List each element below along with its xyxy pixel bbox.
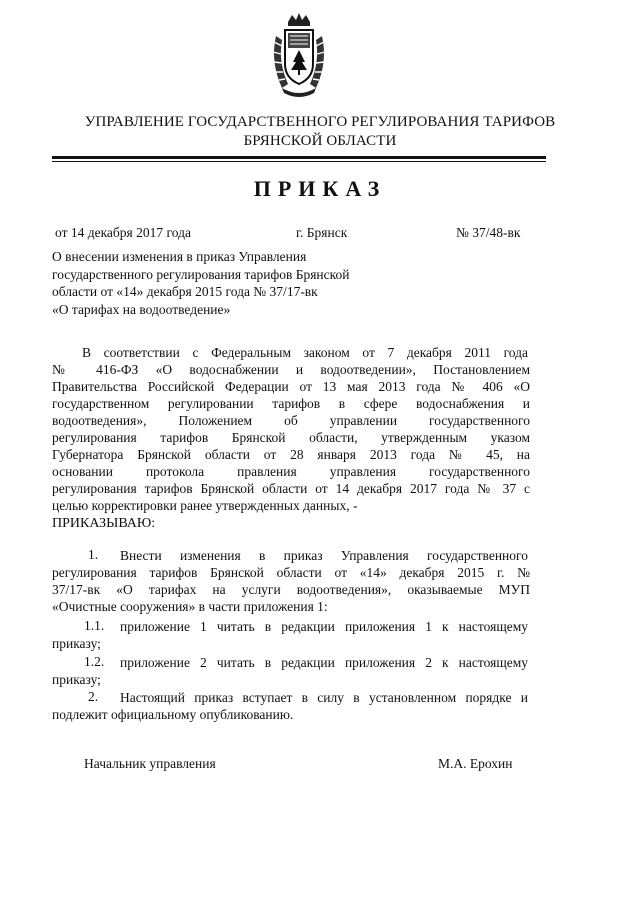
item-line: «Очистные сооружения» в части приложения 1:	[52, 599, 328, 614]
item-line: приказу;	[52, 636, 101, 651]
header-divider	[52, 156, 546, 159]
preamble-line: основании протокола правления управления государственного	[52, 464, 530, 479]
preamble-line: целью корректировки ранее утвержденных данных, -	[52, 498, 358, 513]
preamble-line: регулирования тарифов Брянской области, утвержденным указом	[52, 430, 530, 445]
agency-name-line1: УПРАВЛЕНИЕ ГОСУДАРСТВЕННОГО РЕГУЛИРОВАНИЯ ТАРИФОВ	[84, 114, 556, 130]
item-line: 37/17-вк «О тарифах на услуги водоотведения», оказываемые МУП	[52, 582, 530, 597]
signatory-position: Начальник управления	[84, 756, 216, 771]
coat-of-arms-icon	[268, 12, 330, 100]
preamble-line: водоотведения», Положением об управлении государственного	[52, 413, 530, 428]
item-line: подлежит официальному опубликованию.	[52, 707, 294, 722]
subject-line: «О тарифах на водоотведение»	[52, 301, 231, 317]
item-line: Внести изменения в приказ Управления государственного	[120, 548, 528, 563]
preamble-line: Правительства Российской Федерации от 13 мая 2013 года № 406 «О	[52, 379, 530, 394]
order-date: от 14 декабря 2017 года	[55, 225, 191, 240]
item-line: регулирования тарифов Брянской области от «14» декабря 2015 г. №	[52, 565, 530, 580]
agency-name-line2: БРЯНСКОЙ ОБЛАСТИ	[243, 133, 397, 149]
subject-line: государственного регулирования тарифов Брянской	[52, 266, 350, 282]
header-divider-thin	[52, 161, 546, 162]
item-line: приказу;	[52, 672, 101, 687]
order-number: № 37/48-вк	[456, 225, 521, 240]
order-word: ПРИКАЗЫВАЮ:	[52, 516, 156, 531]
item-line: Настоящий приказ вступает в силу в установленном порядке и	[120, 690, 528, 705]
signatory-name: М.А. Ерохин	[438, 756, 513, 771]
item-line: приложение 1 читать в редакции приложения 1 к настоящему	[120, 619, 528, 634]
preamble-line: государственном регулировании тарифов в сфере водоснабжения и	[52, 396, 530, 411]
order-subject	[52, 248, 392, 318]
subject-line: О внесении изменения в приказ Управления	[52, 249, 307, 264]
item-number: 1.	[88, 547, 99, 562]
document-title: ПРИКАЗ	[253, 176, 387, 201]
item-line: приложение 2 читать в редакции приложения 2 к настоящему	[120, 655, 528, 670]
item-number: 1.2.	[84, 654, 105, 669]
preamble-line: В соответствии с Федеральным законом от 7 декабря 2011 года	[82, 345, 528, 360]
preamble-line: регулирования тарифов Брянской области от 14 декабря 2017 года № 37 с	[52, 481, 530, 496]
item-number: 2.	[88, 689, 99, 704]
order-city: г. Брянск	[296, 225, 348, 240]
preamble-line: № 416-ФЗ «О водоснабжении и водоотведении», Постановлением	[52, 362, 530, 377]
item-number: 1.1.	[84, 618, 105, 633]
subject-line: области от «14» декабря 2015 года № 37/17-вк	[52, 284, 318, 299]
preamble-line: Губернатора Брянской области от 28 января 2013 года № 45, на	[52, 447, 530, 462]
